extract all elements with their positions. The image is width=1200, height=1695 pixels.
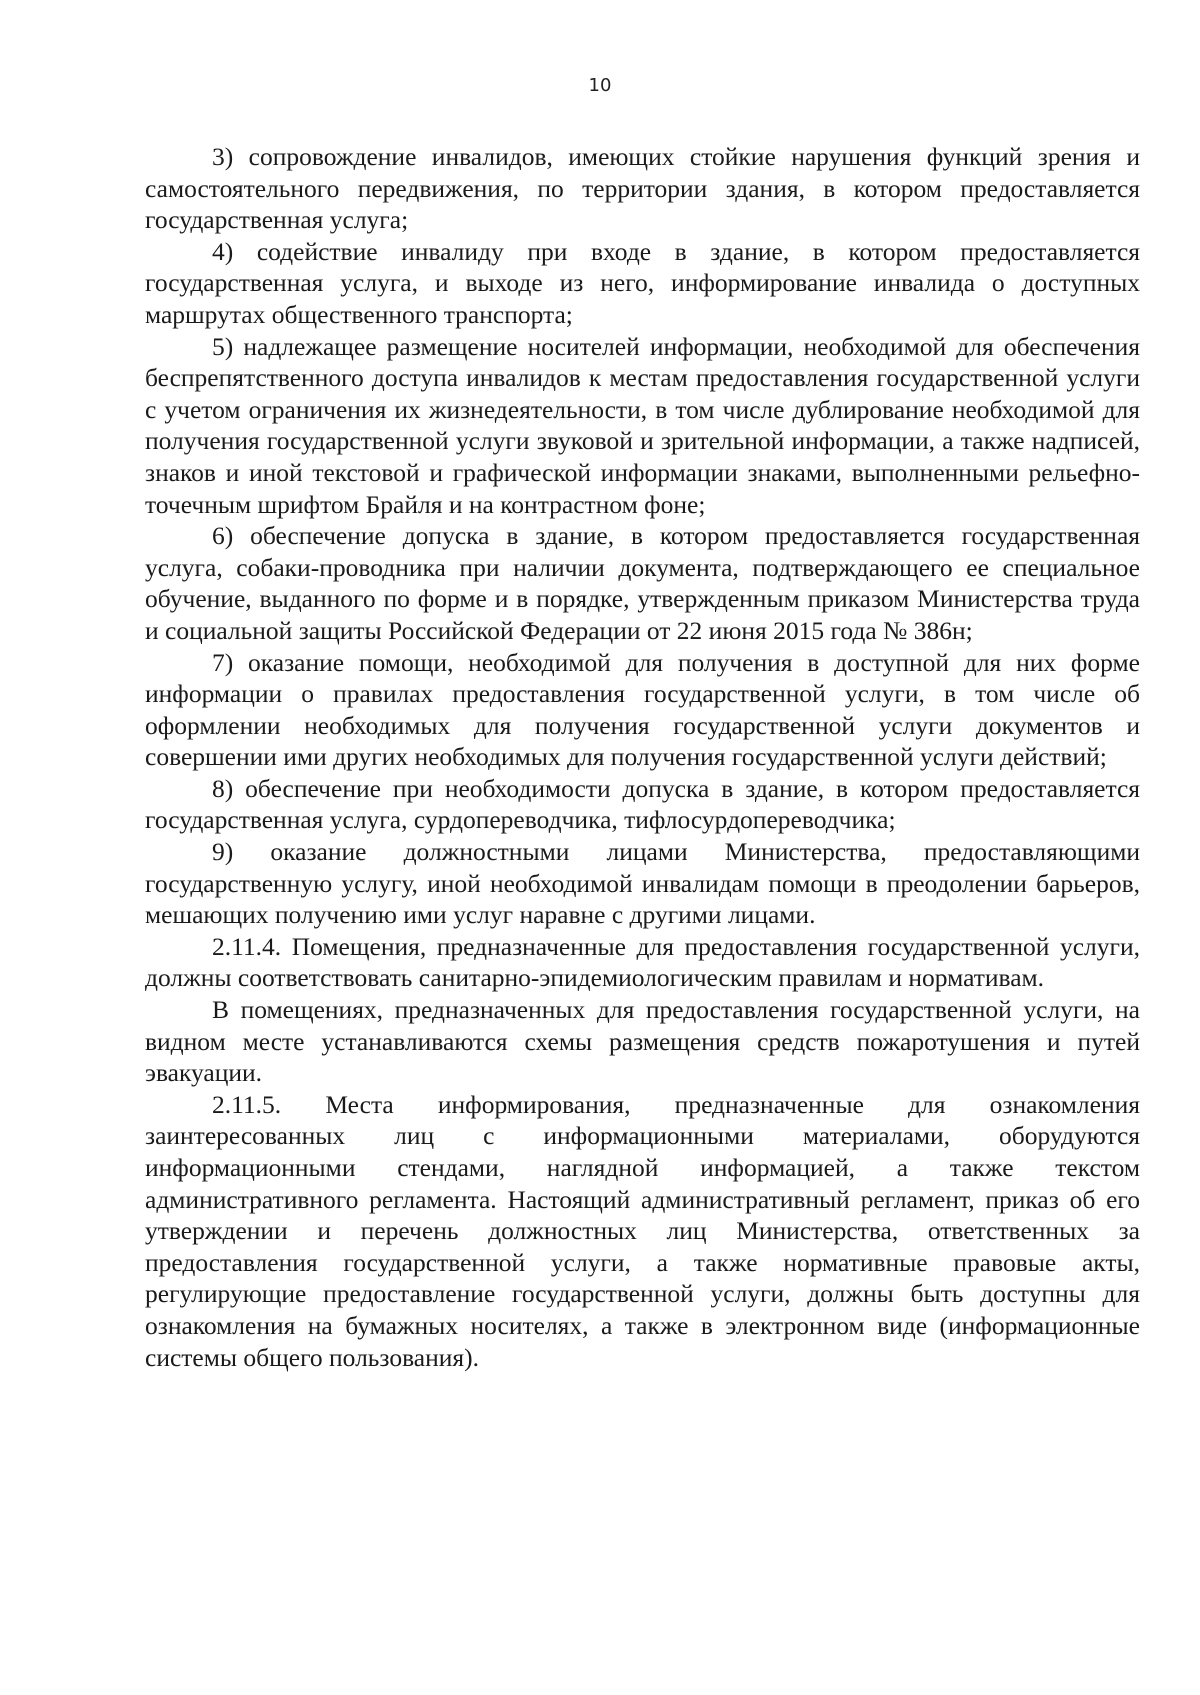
document-body [145, 141, 1140, 1373]
page-number: 10 [588, 75, 612, 96]
paragraph-item-5: 5) надлежащее размещение носителей информации, необходимой для обеспечения беспрепятственного доступа инвалидов к местам предоставления государственной услуги с учетом ограничения их жизнедеятельности, в том числе дублирование необходимой для получения государственной услуги звуковой и зрительной информации, а также надписей, знаков и иной текстовой и графической информации знаками, выполненными рельефно-точечным шрифтом Брайля и на контрастном фоне; [145, 331, 1140, 519]
paragraph-item-4: 4) содействие инвалиду при входе в здание, в котором предоставляется государственная услуга, и выходе из него, информирование инвалида о доступных маршрутах общественного транспорта; [145, 236, 1140, 329]
paragraph-item-7: 7) оказание помощи, необходимой для получения в доступной для них форме информации о правилах предоставления государственной услуги, в том числе об оформлении необходимых для получения государственной услуги документов и совершении ими других необходимых для получения государственной услуги действий; [145, 647, 1140, 772]
paragraph-item-9: 9) оказание должностными лицами Министерства, предоставляющими государственную услугу, иной необходимой инвалидам помощи в преодолении барьеров, мешающих получению ими услуг наравне с другими лицами. [145, 837, 1140, 930]
paragraph-item-8: 8) обеспечение при необходимости допуска в здание, в котором предоставляется государственная услуга, сурдопереводчика, тифлосурдопереводчика; [145, 773, 1140, 835]
paragraph-2-11-4: 2.11.4. Помещения, предназначенные для предоставления государственной услуги, должны соответствовать санитарно-эпидемиологическим правилам и нормативам. [145, 931, 1140, 993]
paragraph-2-11-5: 2.11.5. Места информирования, предназначенные для ознакомления заинтересованных лиц с информационными материалами, оборудуются информационными стендами, наглядной информацией, а также текстом административного регламента. Настоящий административный регламент, приказ об его утверждении и перечень должностных лиц Министерства, ответственных за предоставления государственной услуги, а также нормативные правовые акты, регулирующие предоставление государственной услуги, должны быть доступны для ознакомления на бумажных носителях, а также в электронном виде (информационные системы общего пользования). [145, 1089, 1140, 1372]
paragraph-premises: В помещениях, предназначенных для предоставления государственной услуги, на видном месте устанавливаются схемы размещения средств пожаротушения и путей эвакуации. [145, 995, 1140, 1088]
paragraph-item-3: 3) сопровождение инвалидов, имеющих стойкие нарушения функций зрения и самостоятельного передвижения, по территории здания, в котором предоставляется государственная услуга; [145, 142, 1140, 235]
paragraph-item-6: 6) обеспечение допуска в здание, в котором предоставляется государственная услуга, собаки-проводника при наличии документа, подтверждающего ее специальное обучение, выданного по форме и в порядке, утвержденным приказом Министерства труда и социальной защиты Российской Федерации от 22 июня 2015 года № 386н; [145, 521, 1140, 645]
